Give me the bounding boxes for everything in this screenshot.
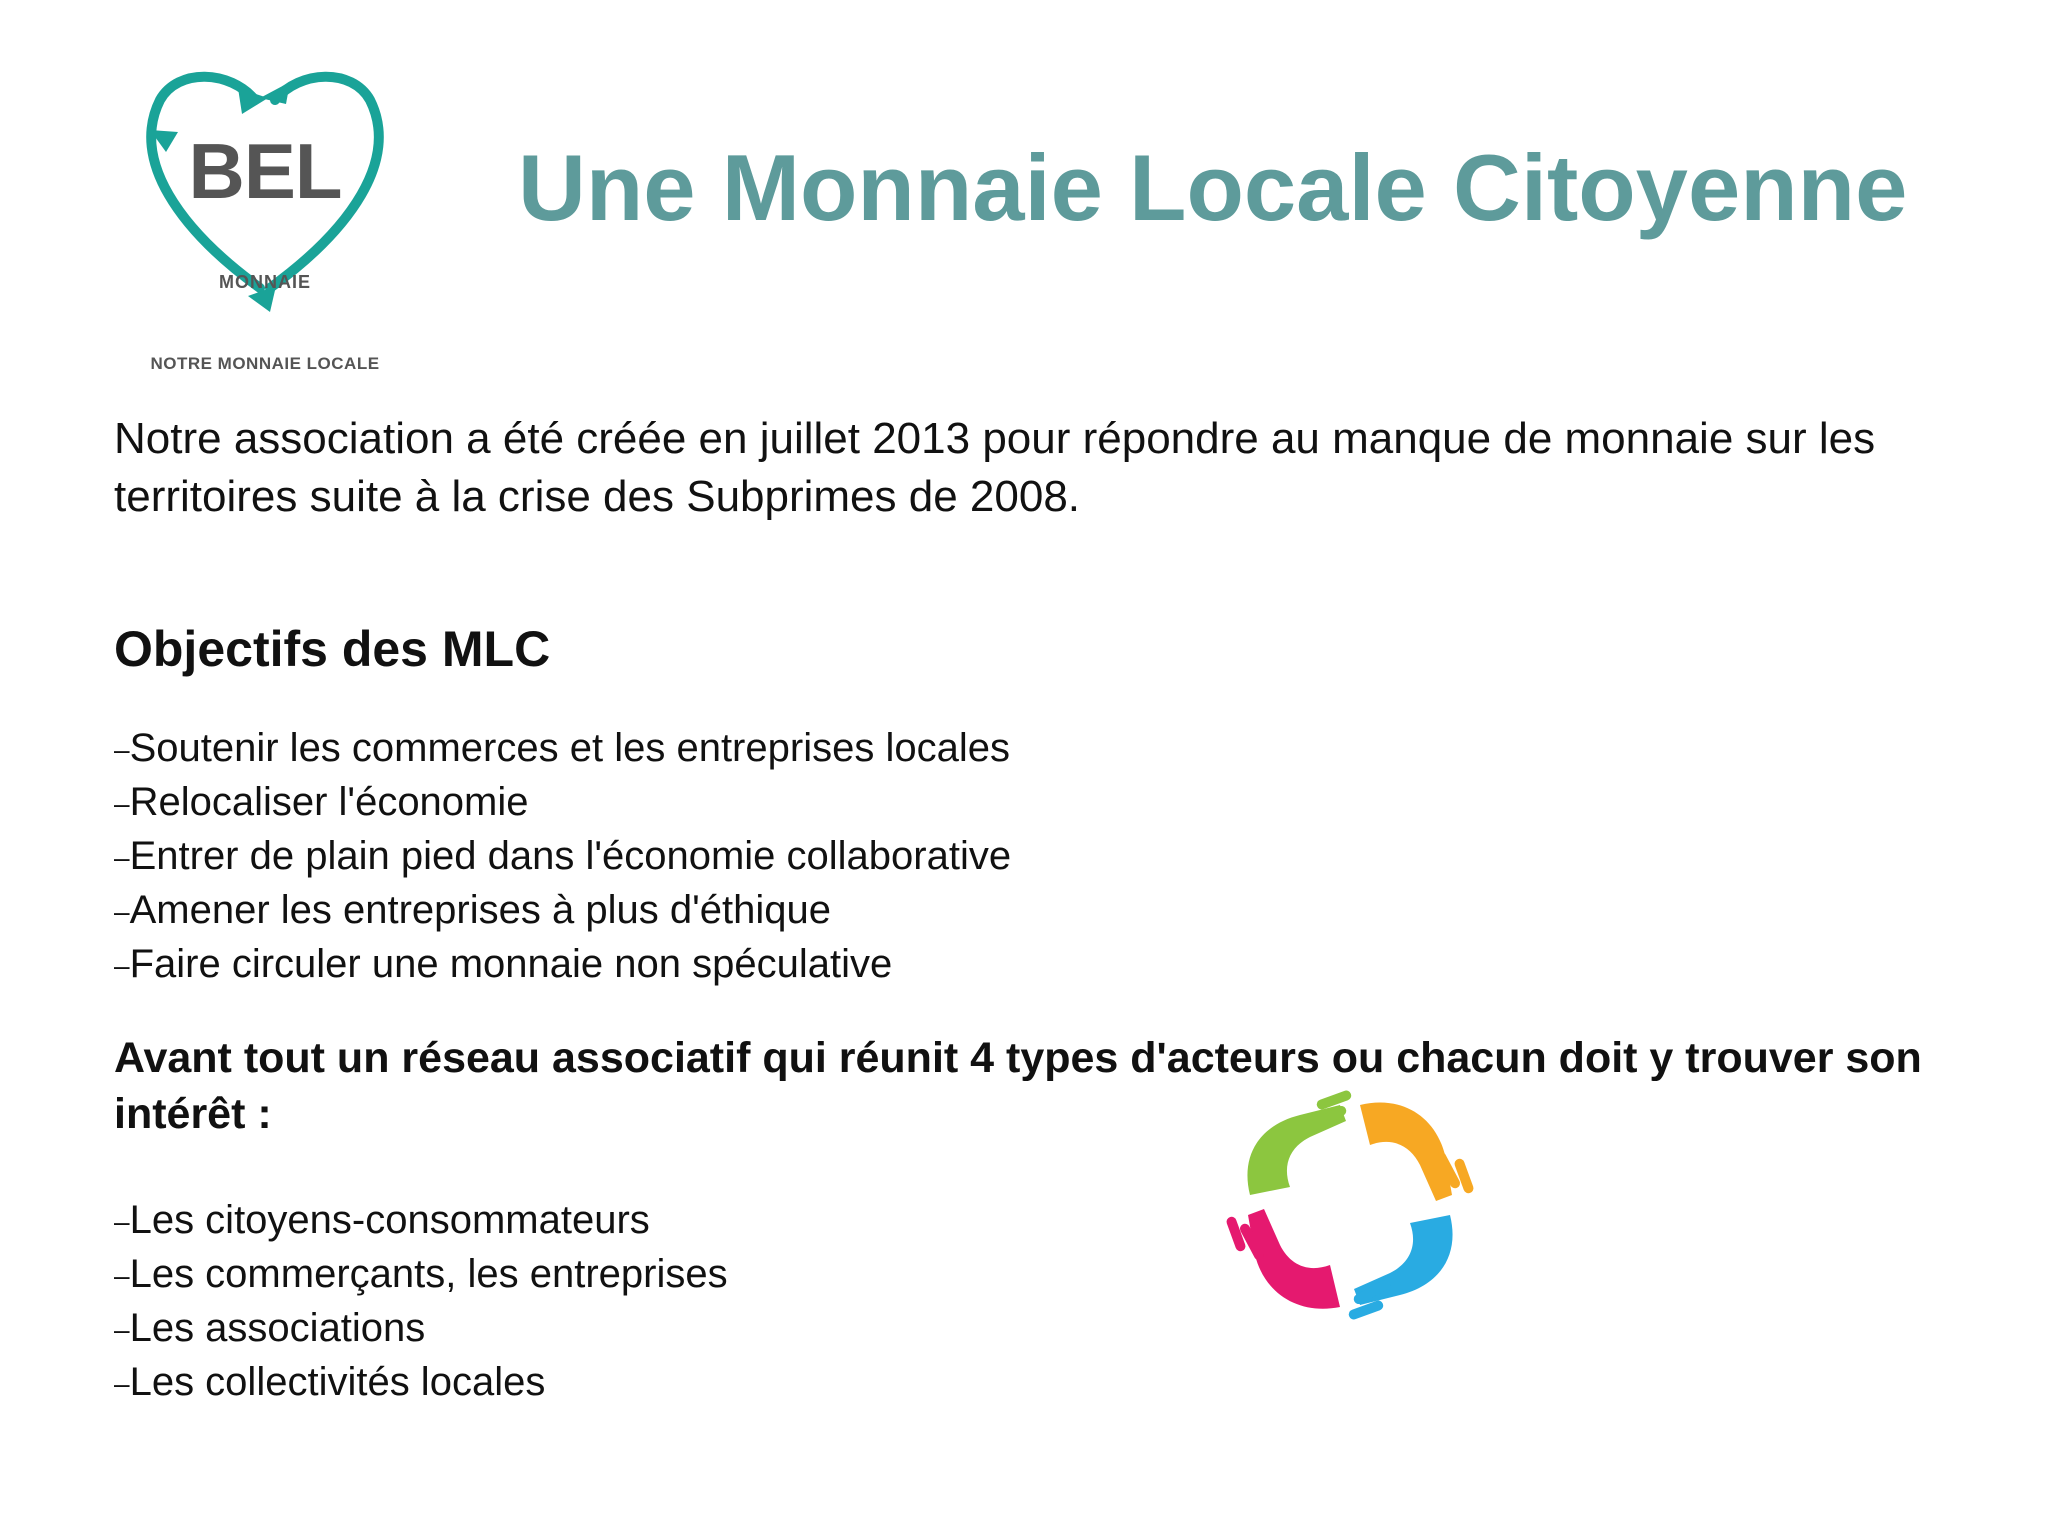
bullet-dash: –: [114, 950, 130, 981]
list-item-text: Les associations: [129, 1306, 426, 1350]
list-item-text: Entrer de plain pied dans l'économie collaborative: [129, 834, 1012, 878]
page-title: Une Monnaie Locale Citoyenne: [518, 135, 1908, 240]
list-item: [114, 938, 1011, 992]
orange-hand-icon: [1360, 1102, 1475, 1201]
bullet-dash: –: [114, 1314, 130, 1345]
objectives-list: [114, 722, 1011, 992]
objectives-heading: Objectifs des MLC: [114, 621, 551, 677]
list-item: [114, 1302, 728, 1356]
bullet-dash: –: [114, 788, 130, 819]
list-item-text: Les commerçants, les entreprises: [129, 1252, 728, 1296]
bel-monnaie-logo: [120, 60, 410, 373]
list-item-text: Amener les entreprises à plus d'éthique: [129, 888, 831, 932]
intro-paragraph: Notre association a été créée en juillet 2013 pour répondre au manque de monnaie sur les territoires suite à la crise des Subprimes de 2008.: [114, 414, 1876, 521]
bullet-dash: –: [114, 734, 130, 765]
network-statement: Avant tout un réseau associatif qui réunit 4 types d'acteurs ou chacun doit y trouver son intérêt :: [114, 1034, 1922, 1138]
list-item: [114, 722, 1011, 776]
list-item-text: Soutenir les commerces et les entreprises locales: [129, 726, 1010, 770]
bullet-dash: –: [114, 1260, 130, 1291]
four-hands-icon: [1220, 1075, 1480, 1335]
list-item: [114, 830, 1011, 884]
bullet-dash: –: [114, 896, 130, 927]
list-item: [114, 1356, 728, 1410]
logo-brand: BEL: [188, 127, 342, 215]
logo-sub: MONNAIE: [219, 272, 311, 292]
list-item: [114, 1248, 728, 1302]
blue-hand-icon: [1347, 1215, 1452, 1321]
list-item: [114, 1194, 728, 1248]
green-hand-icon: [1247, 1089, 1352, 1195]
list-item-text: Relocaliser l'économie: [129, 780, 529, 824]
actors-list: [114, 1194, 728, 1410]
pink-hand-icon: [1225, 1209, 1340, 1309]
logo-tagline: NOTRE MONNAIE LOCALE: [150, 354, 380, 373]
list-item: [114, 884, 1011, 938]
list-item-text: Les citoyens-consommateurs: [129, 1198, 650, 1242]
bullet-dash: –: [114, 1368, 130, 1399]
bullet-dash: –: [114, 1206, 130, 1237]
bullet-dash: –: [114, 842, 130, 873]
list-item-text: Faire circuler une monnaie non spéculative: [129, 942, 893, 986]
list-item-text: Les collectivités locales: [129, 1360, 546, 1404]
list-item: [114, 776, 1011, 830]
